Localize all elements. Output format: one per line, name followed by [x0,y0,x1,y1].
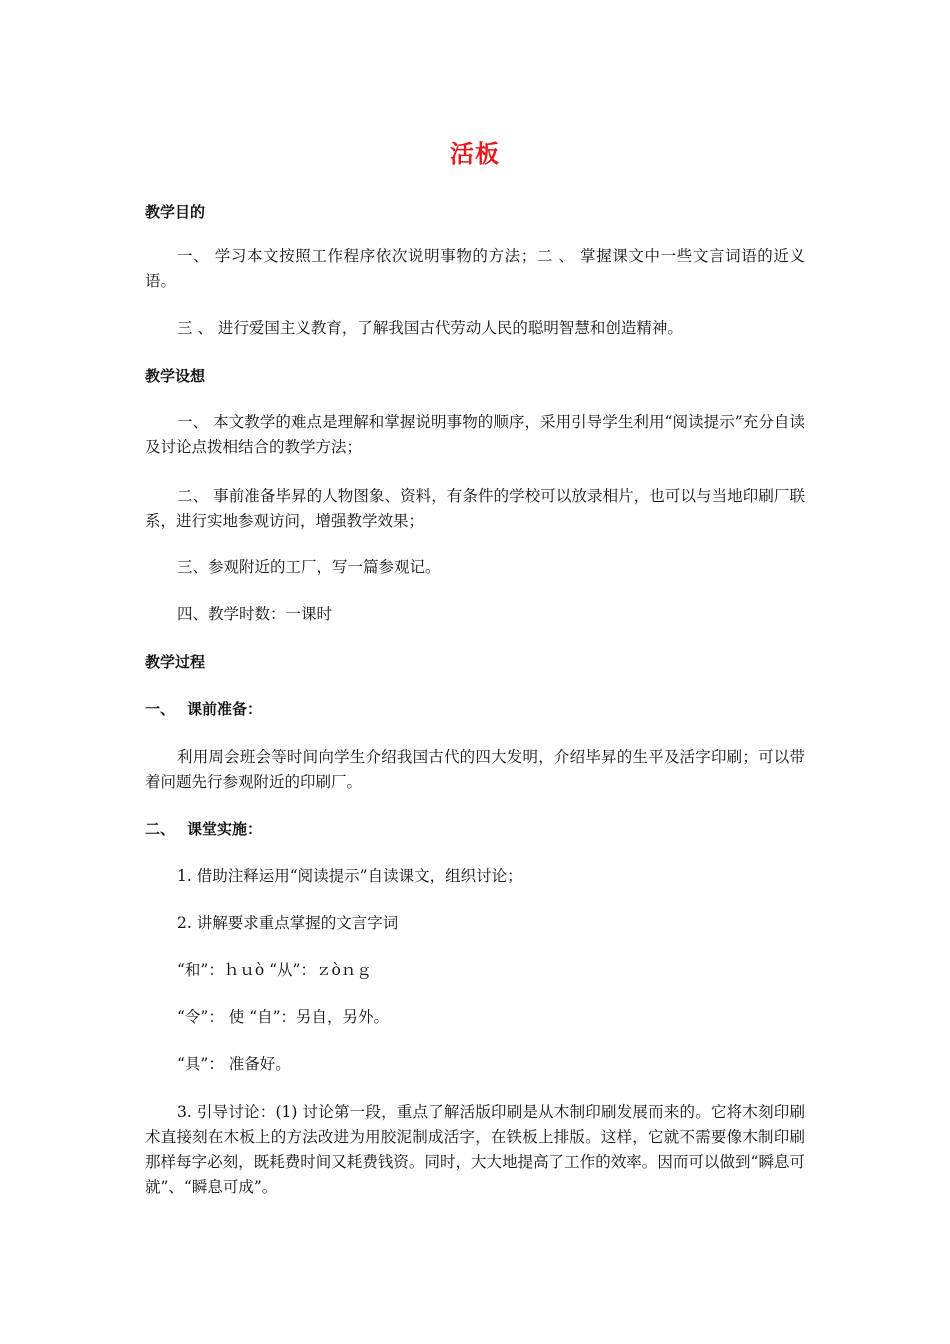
step-1: 1. 借助注释运用“阅读提示”自读课文，组织讨论； [177,867,523,885]
subheading-implementation [145,817,805,841]
design-paragraph-2: 二、 事前准备毕昇的人物图象、资料，有条件的学校可以放录相片，也可以与当地印刷厂联系，进行实地参观访问，增强教学效果； [145,487,805,530]
section-heading-process: 教学过程 [145,653,206,671]
step-3-paragraph: 3. 引导讨论：(1) 讨论第一段，重点了解活版印刷是从木制印刷发展而来的。它将木刻印刷术直接刻在木板上的方法改进为用胶泥制成活字，在铁板上排版。这样，它就不需要像木制印刷那样每字必刻，既耗费时间又耗费钱资。同时，大大地提高了工作的效率。因而可以做到“瞬息可就”、“瞬息可成”。 [145,1103,805,1196]
word-note-1: “和”：ｈｕò “从”：ｚòｎｇ [177,961,372,979]
objectives-paragraph-1: 一、 学习本文按照工作程序依次说明事物的方法；二 、 掌握课文中一些文言词语的近义语。 [145,247,805,290]
subheading-number: 二、 [145,820,176,838]
subheading-preparation [145,697,805,721]
design-paragraph-3: 三、参观附近的工厂，写一篇参观记。 [177,558,441,576]
design-paragraph-1: 一、 本文教学的难点是理解和掌握说明事物的顺序，采用引导学生利用“阅读提示”充分自读及讨论点拨相结合的教学方法； [145,413,805,456]
objectives-paragraph-2: 三 、 进行爱国主义教育，了解我国古代劳动人民的聪明智慧和创造精神。 [177,319,683,337]
preparation-paragraph: 利用周会班会等时间向学生介绍我国古代的四大发明，介绍毕昇的生平及活字印刷；可以带着问题先行参观附近的印刷厂。 [145,748,805,791]
subheading-label: 课前准备： [187,700,263,718]
subheading-number: 一、 [145,700,176,718]
design-paragraph-4: 四、教学时数：一课时 [177,605,333,623]
section-heading-design: 教学设想 [145,367,206,385]
document-title: 活板 [450,140,500,168]
step-2: 2. 讲解要求重点掌握的文言字词 [177,914,399,932]
word-note-3: “具”： 准备好。 [177,1055,291,1073]
section-heading-objectives: 教学目的 [145,203,206,221]
subheading-label: 课堂实施： [187,820,263,838]
word-note-2: “令”： 使 “自”：另自，另外。 [177,1008,390,1026]
